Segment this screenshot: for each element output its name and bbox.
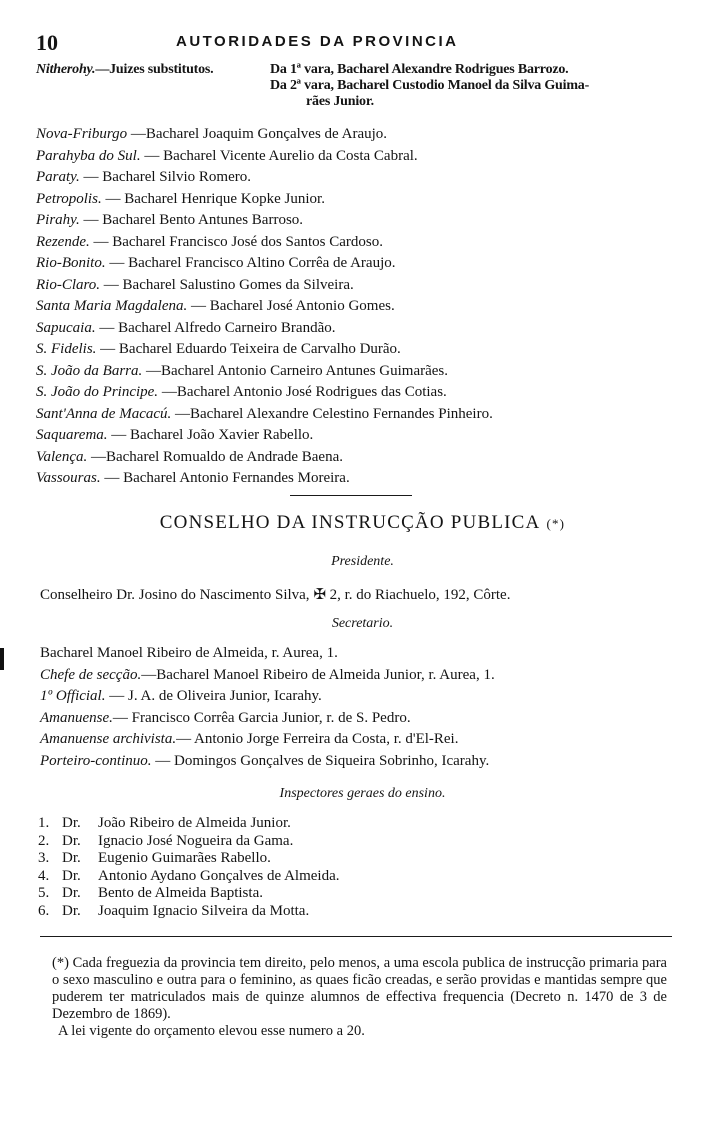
- judge-entry: [36, 296, 686, 318]
- judge-name: — Bacharel Eduardo Teixeira de Carvalho Durão.: [96, 341, 401, 357]
- judge-name: — Bacharel Francisco Altino Corrêa de Araujo.: [105, 255, 396, 271]
- niteroi-vara-2: Da 2ª vara, Bacharel Custodio Manoel da Silva Guima-: [270, 78, 590, 93]
- order-cross-icon: ✠: [313, 585, 326, 603]
- judge-location: Sapucaia.: [36, 319, 96, 336]
- inspector-name: Eugenio Guimarães Rabello.: [98, 850, 271, 866]
- staff-entry: [40, 708, 495, 730]
- president-label: Presidente.: [331, 554, 394, 569]
- judge-name: — Bacharel Francisco José dos Santos Cardoso.: [89, 233, 384, 250]
- judge-name: —Bacharel Antonio José Rodrigues das Cotias.: [158, 384, 447, 400]
- section-divider: [290, 495, 412, 496]
- judge-entry: [36, 382, 686, 404]
- inspector-entry: [38, 868, 340, 886]
- inspector-title: Dr.: [62, 850, 81, 866]
- inspector-title: Dr.: [62, 885, 81, 901]
- judge-location: Paraty.: [36, 169, 80, 185]
- staff-role: Amanuense archivista.: [40, 731, 177, 747]
- niteroi-vara-2-cont: rães Junior.: [306, 94, 374, 109]
- president-prefix: Conselheiro Dr. Josino do Nascimento Silva,: [40, 587, 310, 603]
- judge-name: —Bacharel Romualdo de Andrade Baena.: [87, 448, 343, 465]
- judge-name: — Bacharel Vicente Aurelio da Costa Cabral.: [140, 147, 418, 164]
- judge-name: — Bacharel José Antonio Gomes.: [187, 298, 395, 314]
- niteroi-entry: [36, 62, 686, 124]
- footnote-divider: [40, 936, 672, 937]
- footnote-text-2: A lei vigente do orçamento elevou esse numero a 20.: [58, 1023, 365, 1039]
- inspector-number: 2.: [38, 832, 50, 849]
- staff-text: — Francisco Corrêa Garcia Junior, r. de S. Pedro.: [112, 709, 411, 726]
- judge-location: Petropolis.: [36, 190, 102, 207]
- judge-entry: [36, 447, 686, 469]
- judge-entry: [36, 425, 686, 447]
- judge-entry: [36, 468, 686, 490]
- judge-entry: [36, 124, 686, 146]
- judges-list: [36, 62, 686, 490]
- staff-role: Chefe de secção.: [40, 666, 142, 683]
- judge-location: Rezende.: [36, 233, 90, 250]
- footnote-text: (*) Cada freguezia da provincia tem direito, pelo menos, a uma escola publica de instrucção primaria para o sexo masculino e outra para o feminino, as quaes ficão creadas, e serão providas e mantidas sempre que puderem ter matriculados mais de quinze alumnos de effectiva frequencia (Decreto n. 1470 de 3 de Dezembro de 1869).: [52, 955, 667, 1022]
- inspector-title: Dr.: [62, 832, 81, 849]
- judge-entry: [36, 339, 686, 361]
- inspector-entry: [38, 833, 340, 851]
- judge-name: — Bacharel Alfredo Carneiro Brandão.: [95, 319, 336, 336]
- judge-location: Santa Maria Magdalena.: [36, 298, 188, 314]
- inspector-number: 3.: [38, 850, 50, 866]
- president-line: [40, 585, 510, 604]
- inspector-title: Dr.: [62, 902, 81, 919]
- inspector-entry: [38, 815, 340, 833]
- inspector-number: 4.: [38, 867, 50, 884]
- secretary-entry: Bacharel Manoel Ribeiro de Almeida, r. Aurea, 1.: [40, 645, 338, 661]
- judge-entry: [36, 210, 686, 232]
- inspector-number: 5.: [38, 885, 50, 901]
- inspector-name: Antonio Aydano Gonçalves de Almeida.: [98, 867, 340, 884]
- judge-entry: [36, 318, 686, 340]
- staff-entry: [40, 729, 495, 751]
- inspector-entry: [38, 885, 340, 903]
- judge-location: Saquarema.: [36, 427, 108, 443]
- staff-text: —Bacharel Manoel Ribeiro de Almeida Junior, r. Aurea, 1.: [141, 666, 495, 683]
- judge-entry: [36, 232, 686, 254]
- judge-name: — Bacharel Silvio Romero.: [79, 169, 251, 185]
- staff-role: Amanuense.: [40, 709, 113, 726]
- judge-name: — Bacharel Henrique Kopke Junior.: [101, 190, 325, 207]
- judge-entry: [36, 361, 686, 383]
- council-title-text: CONSELHO DA INSTRUCÇÃO PUBLICA: [159, 512, 541, 533]
- page-number: 10: [36, 30, 58, 55]
- page-header: [36, 30, 705, 54]
- judge-location: Parahyba do Sul.: [36, 147, 141, 164]
- judge-entry: [36, 167, 686, 189]
- staff-list: [40, 643, 495, 772]
- judge-location: Pirahy.: [36, 212, 80, 228]
- judge-name: — Bacharel Bento Antunes Barroso.: [79, 212, 304, 228]
- president-suffix: 2, r. do Riachuelo, 192, Côrte.: [325, 587, 511, 603]
- inspector-name: João Ribeiro de Almeida Junior.: [98, 815, 291, 831]
- staff-entry: [40, 751, 495, 773]
- judge-name: —Bacharel Joaquim Gonçalves de Araujo.: [127, 126, 388, 142]
- footnote-mark: (*): [546, 516, 566, 531]
- staff-text: — Antonio Jorge Ferreira da Costa, r. d'El-Rei.: [176, 731, 459, 747]
- judge-location: S. João da Barra.: [36, 362, 143, 379]
- judge-name: — Bacharel Antonio Fernandes Moreira.: [100, 470, 350, 486]
- running-title: AUTORIDADES DA PROVINCIA: [176, 33, 459, 50]
- judge-name: — Bacharel Salustino Gomes da Silveira.: [100, 276, 354, 293]
- judge-location: S. João do Principe.: [36, 384, 159, 400]
- niteroi-location: Nitherohy.: [36, 62, 96, 77]
- judge-name: — Bacharel João Xavier Rabello.: [107, 427, 314, 443]
- judge-location: S. Fidelis.: [36, 341, 97, 357]
- judge-entry: [36, 189, 686, 211]
- judge-name: —Bacharel Antonio Carneiro Antunes Guimarães.: [142, 362, 449, 379]
- staff-entry: [40, 686, 495, 708]
- judge-location: Rio-Bonito.: [36, 255, 106, 271]
- judge-location: Rio-Claro.: [36, 276, 101, 293]
- inspectors-label: Inspectores geraes do ensino.: [279, 786, 446, 801]
- inspector-number: 6.: [38, 902, 50, 919]
- judge-entry: [36, 275, 686, 297]
- margin-mark: [0, 648, 4, 670]
- inspectors-list: [38, 815, 340, 920]
- judge-location: Vassouras.: [36, 470, 101, 486]
- inspector-entry: [38, 903, 340, 921]
- inspector-title: Dr.: [62, 867, 81, 884]
- inspector-title: Dr.: [62, 815, 81, 831]
- secretary-label: Secretario.: [331, 616, 394, 631]
- inspector-name: Bento de Almeida Baptista.: [98, 885, 263, 901]
- staff-text: — Domingos Gonçalves de Siqueira Sobrinho, Icarahy.: [151, 752, 490, 769]
- judge-entry: [36, 146, 686, 168]
- judge-entry: [36, 253, 686, 275]
- judge-entry: [36, 404, 686, 426]
- judge-location: Nova-Friburgo: [36, 126, 128, 142]
- inspector-name: Joaquim Ignacio Silveira da Motta.: [98, 902, 310, 919]
- staff-text: — J. A. de Oliveira Junior, Icarahy.: [105, 688, 322, 704]
- judge-location: Valença.: [36, 448, 88, 465]
- inspector-name: Ignacio José Nogueira da Gama.: [98, 832, 294, 849]
- judge-name: —Bacharel Alexandre Celestino Fernandes Pinheiro.: [171, 405, 493, 422]
- inspector-number: 1.: [38, 815, 50, 831]
- council-title: [0, 512, 725, 534]
- staff-role: Porteiro-continuo.: [40, 752, 152, 769]
- staff-entry: [40, 665, 495, 687]
- niteroi-label: —Juizes substitutos.: [95, 62, 214, 77]
- staff-role: 1º Official.: [40, 688, 106, 704]
- judge-location: Sant'Anna de Macacú.: [36, 405, 172, 422]
- niteroi-vara-1: Da 1ª vara, Bacharel Alexandre Rodrigues Barrozo.: [270, 62, 569, 77]
- footnote: [52, 955, 667, 1040]
- inspector-entry: [38, 850, 340, 868]
